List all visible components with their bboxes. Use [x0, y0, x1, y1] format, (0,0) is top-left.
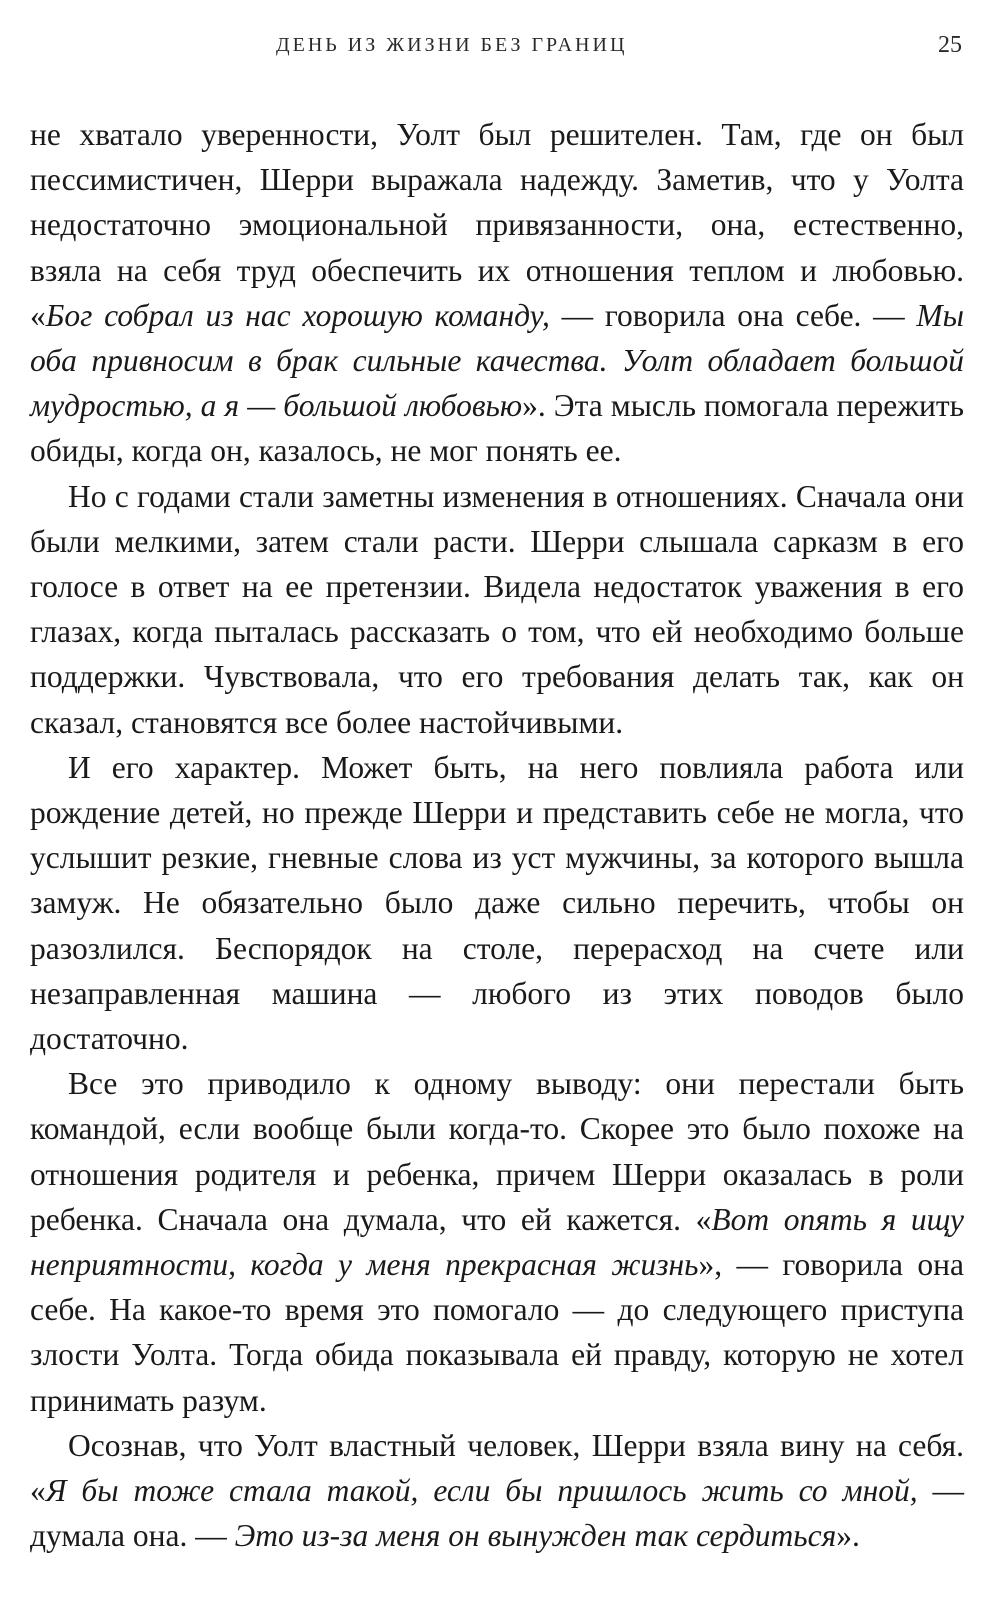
- body-text: [30, 112, 964, 1559]
- text-run: Осознав, что Уолт властный человек, Шерри взяла вину на себя. «: [30, 1427, 964, 1509]
- italic-quote: Мы оба привносим в брак сильные качества. Уолт обладает большой мудростью, а я — большой любовью: [30, 297, 964, 424]
- text-run: — думала она. —: [30, 1473, 965, 1554]
- text-run: ».: [836, 1518, 860, 1554]
- text-run: Все это приводило к одному выводу: они перестали быть командой, если вообще были когда-то. Скорее это было похоже на отношения родителя и ребенка, причем Шерри оказалась в роли ребенка. Сначала она думала, что ей кажется. «: [30, 1066, 964, 1237]
- italic-quote: Вот опять я ищу неприятности, когда у меня прекрасная жизнь: [30, 1201, 965, 1283]
- italic-quote: Я бы тоже стала такой, если бы пришлось жить со мной,: [45, 1473, 918, 1509]
- text-run: ». Эта мысль помогала пережить обиды, когда он, казалось, не мог понять ее.: [30, 388, 964, 469]
- italic-quote: Бог собрал из нас хорошую команду,: [45, 297, 550, 333]
- page-number: 25: [938, 32, 962, 58]
- paragraph-3: И его характер. Может быть, на него повлияла работа или рождение детей, но прежде Шерри и представить себе не могла, что услышит резкие, гневные слова из уст мужчины, за которого вышла замуж. Не обязательно было даже сильно перечить, чтобы он разозлился. Беспорядок на столе, перерасход на счете или незаправленная машина — любого из этих поводов было достаточно.: [30, 749, 964, 1057]
- paragraph-4: [30, 1061, 964, 1423]
- italic-quote: Это из-за меня он вынужден так сердиться: [234, 1518, 837, 1554]
- text-run: », — говорила она себе. На какое-то время это помогало — до следующего приступа злости Уолта. Тогда обида показывала ей правду, которую не хотел принимать разум.: [30, 1247, 965, 1418]
- running-title: ДЕНЬ ИЗ ЖИЗНИ БЕЗ ГРАНИЦ: [276, 34, 628, 56]
- paragraph-2: Но с годами стали заметны изменения в отношениях. Сначала они были мелкими, затем стали расти. Шерри слышала сарказм в его голосе в ответ на ее претензии. Видела недостаток уважения в его глазах, когда пыталась рассказать о том, что ей необходимо больше поддержки. Чувствовала, что его требования делать так, как он сказал, становятся все более настойчивыми.: [30, 478, 964, 740]
- text-run: — говорила она себе. —: [549, 297, 917, 333]
- paragraph-1: [30, 112, 964, 474]
- paragraph-5: [30, 1423, 964, 1559]
- text-run: не хватало уверенности, Уолт был решителен. Там, где он был пессимистичен, Шерри выражала надежду. Заметив, что у Уолта недостаточно эмоциональной привязанности, она, естественно, взяла на себя труд обеспечить их отношения теплом и любовью. «: [30, 117, 964, 333]
